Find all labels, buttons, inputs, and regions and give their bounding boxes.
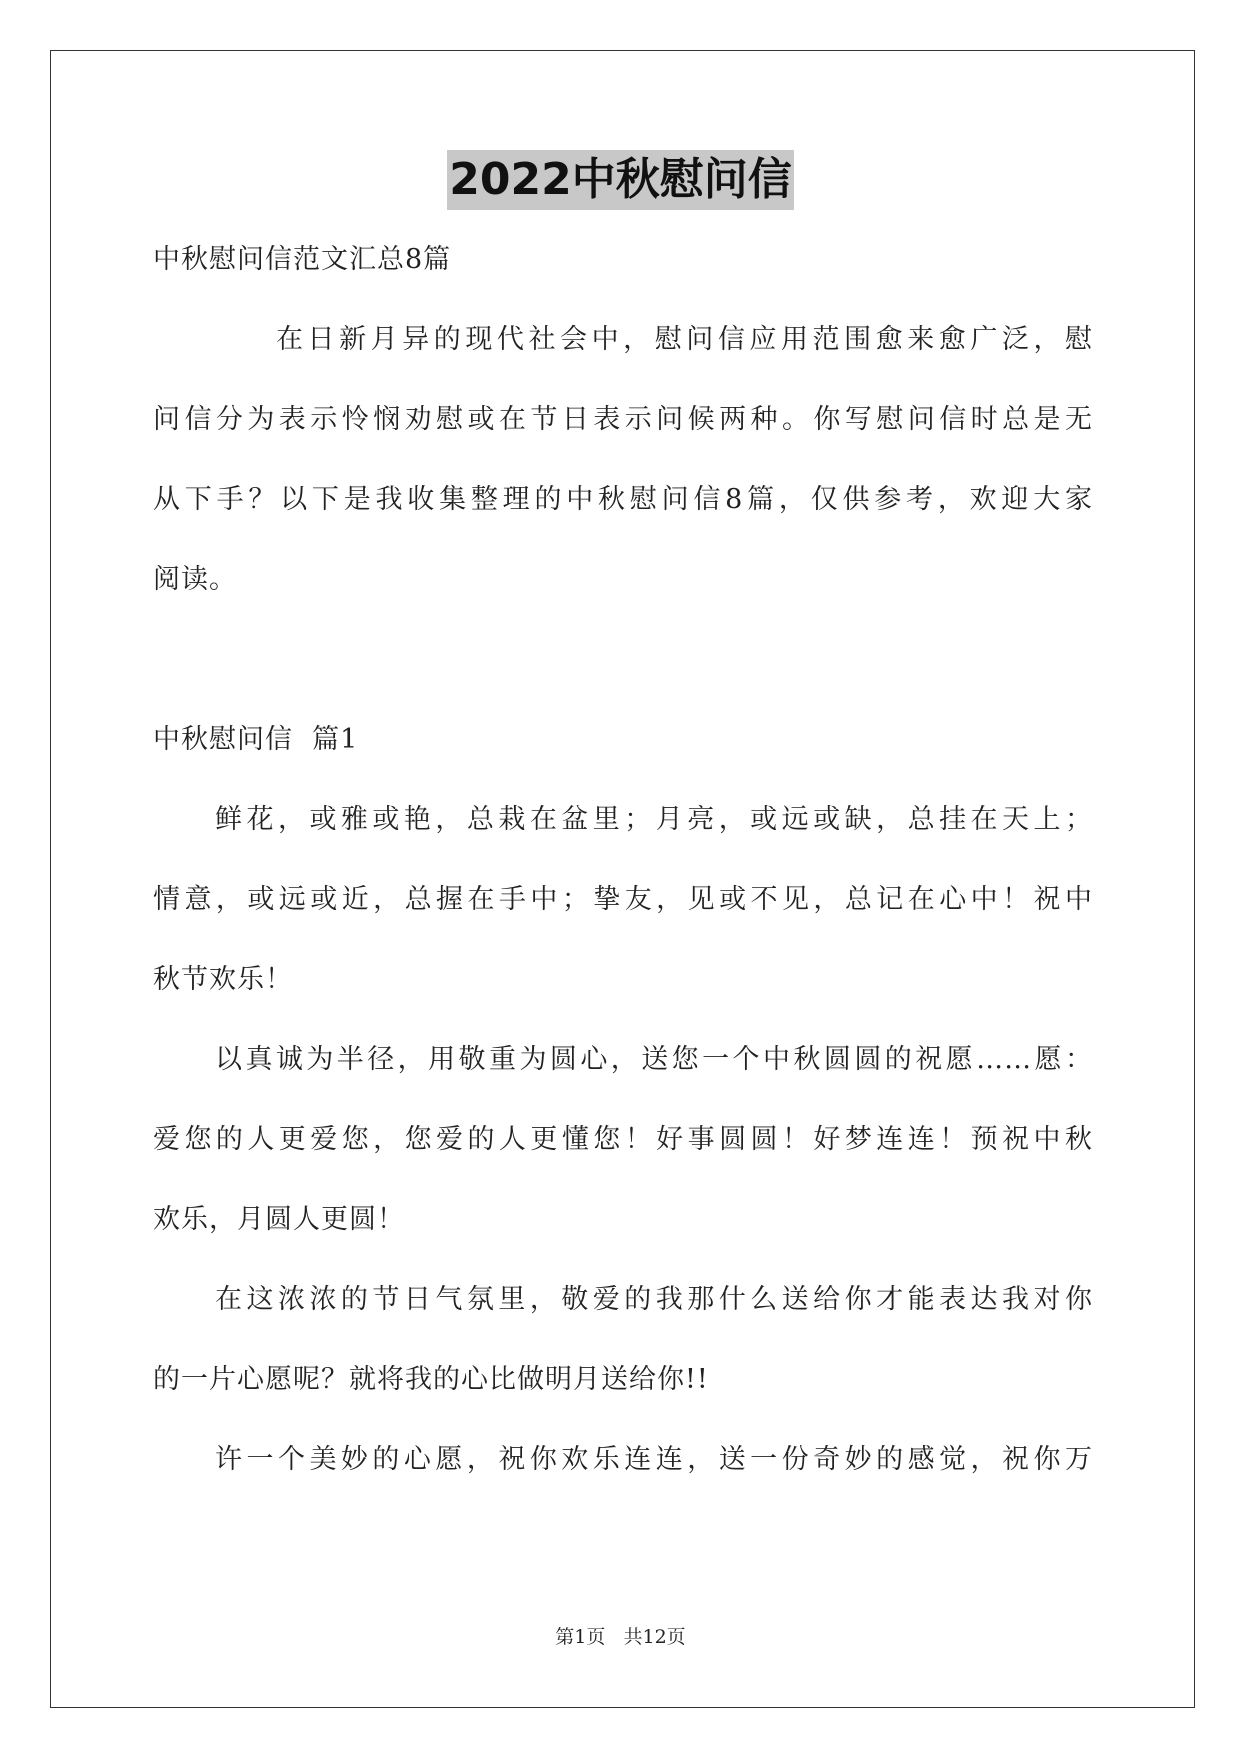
intro-line: 从下手？以下是我收集整理的中秋慰问信8篇，仅供参考，欢迎大家 [153, 484, 1093, 515]
paragraph-line: 许一个美妙的心愿，祝你欢乐连连，送一份奇妙的感觉，祝你万 [215, 1444, 1093, 1475]
paragraph-line: 情意，或远或近，总握在手中；挚友，见或不见，总记在心中！祝中 [153, 884, 1093, 915]
page-footer [0, 1622, 1241, 1649]
section-heading: 中秋慰问信 篇1 [153, 724, 359, 755]
paragraph-line: 的一片心愿呢？就将我的心比做明月送给你!! [153, 1364, 709, 1395]
title-container [0, 150, 1241, 210]
intro-line: 在日新月异的现代社会中，慰问信应用范围愈来愈广泛，慰 [276, 324, 1093, 355]
intro-line: 阅读。 [153, 564, 237, 595]
document-subtitle: 中秋慰问信范文汇总8篇 [153, 244, 452, 275]
spacer [153, 630, 1093, 710]
document-title: 2022中秋慰问信 [447, 150, 793, 210]
paragraph-line: 欢乐，月圆人更圆！ [153, 1204, 405, 1235]
paragraph-line: 秋节欢乐！ [153, 964, 293, 995]
paragraph-line: 鲜花，或雅或艳，总栽在盆里；月亮，或远或缺，总挂在天上； [215, 804, 1093, 835]
paragraph-line: 在这浓浓的节日气氛里，敬爱的我那什么送给你才能表达我对你 [215, 1284, 1093, 1315]
document-body [153, 230, 1093, 1510]
intro-line: 问信分为表示怜悯劝慰或在节日表示问候两种。你写慰问信时总是无 [153, 404, 1093, 435]
page-number: 第1页 共12页 [555, 1626, 686, 1648]
paragraph-line: 以真诚为半径，用敬重为圆心，送您一个中秋圆圆的祝愿……愿： [215, 1044, 1093, 1075]
paragraph-line: 爱您的人更爱您，您爱的人更懂您！好事圆圆！好梦连连！预祝中秋 [153, 1124, 1093, 1155]
